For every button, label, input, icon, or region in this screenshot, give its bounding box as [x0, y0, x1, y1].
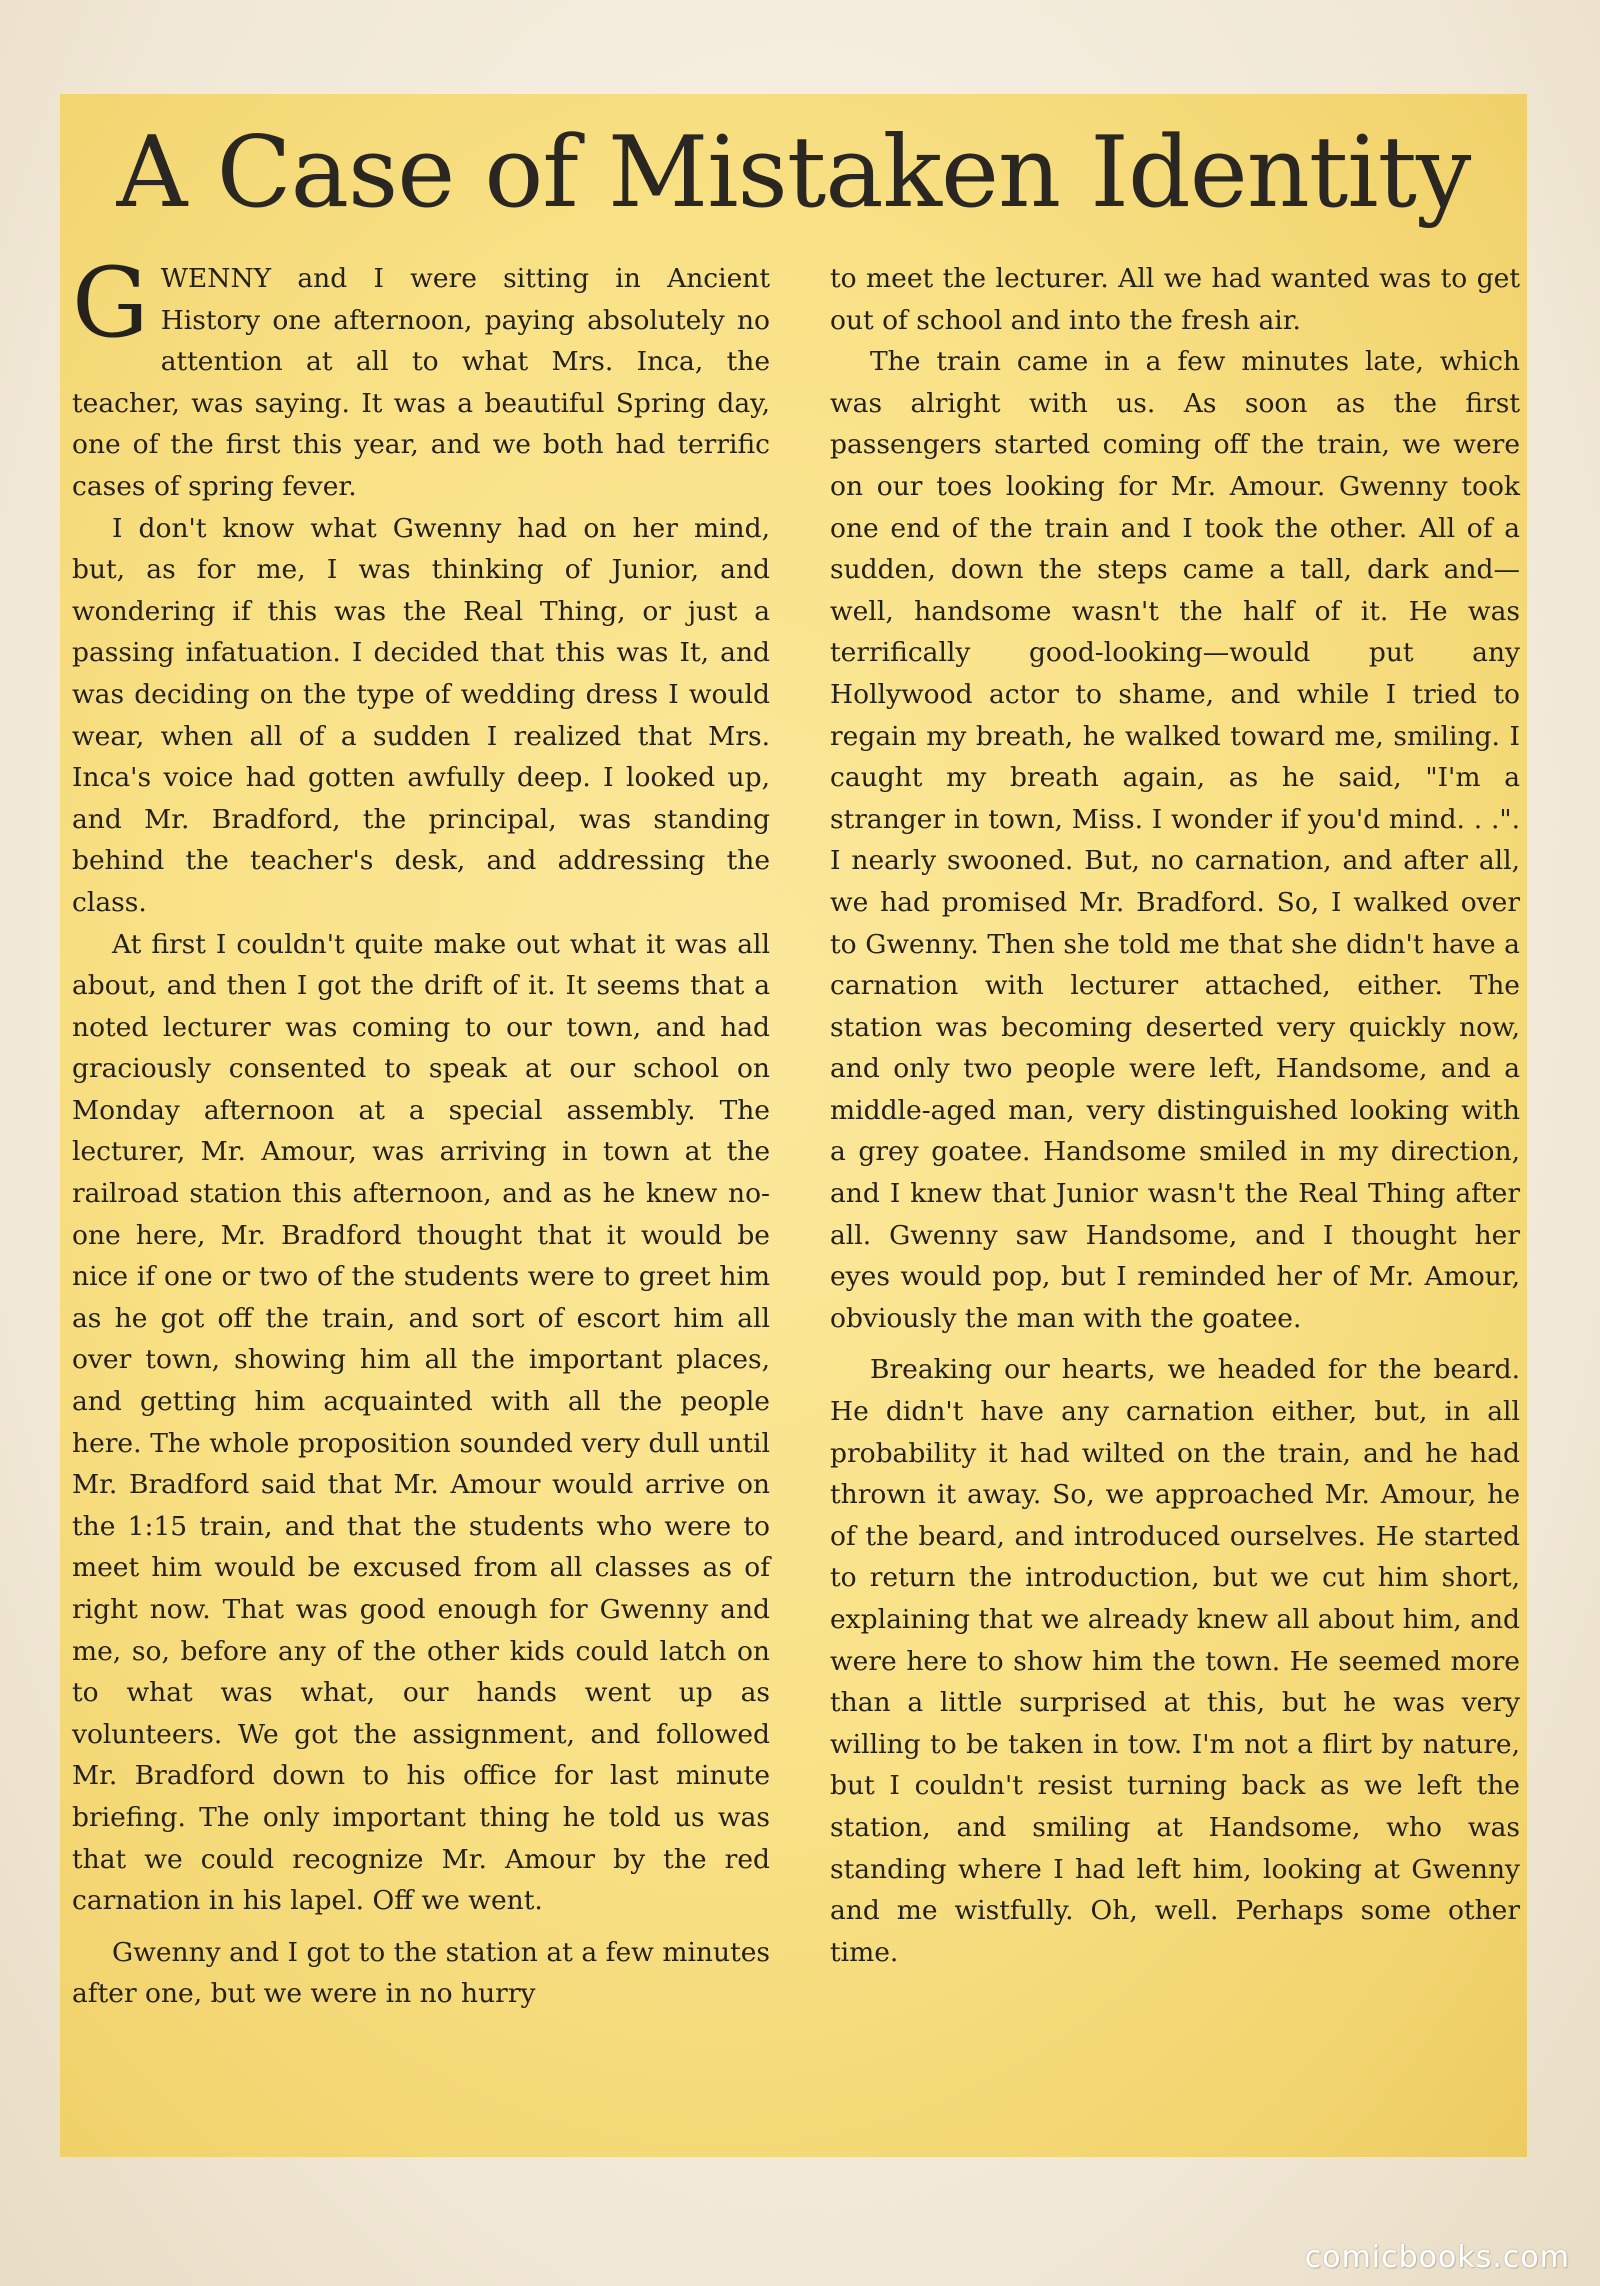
paragraph-6: The train came in a few minutes late, which was alright with us. As soon as the first passengers started coming off the train, we were on our toes looking for Mr. Amour. Gwenny took one end of the train and I took the other. All of a sudden, down the steps came a tall, dark and—well, handsome wasn't the half of it. He was terrifically good-looking—would put any Hollywood actor to shame, and while I tried to regain my breath, he walked toward me, smiling. I caught my breath again, as he said, "I'm a stranger in town, Miss. I wonder if you'd mind. . .". I nearly swooned. But, no carnation, and after all, we had promised Mr. Bradford. So, I walked over to Gwenny. Then she told me that she didn't have a carnation with lecturer attached, either. The station was becoming deserted very quickly now, and only two people were left, Handsome, and a middle-aged man, very distinguished looking with a grey goatee. Handsome smiled in my direction, and I knew that Junior wasn't the Real Thing after all. Gwenny saw Handsome, and I thought her eyes would pop, but I reminded her of Mr. Amour, obviously the man with the goatee.	[830, 346, 1520, 1334]
paragraph-4: Gwenny and I got to the station at a few minutes after one, but we were in no hurry	[72, 1936, 770, 2010]
paragraph-7: Breaking our hearts, we headed for the beard. He didn't have any carnation either, but, in all probability it had wilted on the train, and he had thrown it away. So, we approached Mr. Amour, he of the beard, and introduced ourselves. He started to return the introduction, but we cut him short, explaining that we already knew all about him, and were here to show him the town. He seemed more than a little surprised at this, but he was very willing to be taken in tow. I'm not a flirt by nature, but I couldn't resist turning back as we left the station, and smiling at Handsome, who was standing where I had left him, looking at Gwenny and me wistfully. Oh, well. Perhaps some other time.	[830, 1354, 1520, 1968]
paragraph-1-text: WENNY and I were sitting in Ancient History one afternoon, paying absolutely no attention at all to what Mrs. Inca, the teacher, was saying. It was a beautiful Spring day, one of the first this year, and we both had terrific cases of spring fever.	[72, 263, 770, 502]
paragraph-2: I don't know what Gwenny had on her mind, but, as for me, I was thinking of Junior, and wondering if this was the Real Thing, or just a passing infatuation. I decided that this was It, and was deciding on the type of wedding dress I would wear, when all of a sudden I realized that Mrs. Inca's voice had gotten awfully deep. I looked up, and Mr. Bradford, the principal, was standing behind the teacher's desk, and addressing the class.	[72, 512, 770, 918]
paragraph-1	[72, 247, 770, 508]
drop-cap: G	[72, 247, 149, 359]
story-title: A Case of Mistaken Identity	[116, 116, 1471, 230]
story-panel	[60, 94, 1527, 2157]
paragraph-5-continued: to meet the lecturer. All we had wanted was to get out of school and into the fresh air.	[830, 263, 1520, 336]
paragraph-3: At first I couldn't quite make out what it was all about, and then I got the drift of it. It seems that a noted lecturer was coming to our town, and had graciously consented to speak at our school on Monday afternoon at a special assembly. The lecturer, Mr. Amour, was arriving in town at the railroad station this afternoon, and as he knew no-one here, Mr. Bradford thought that it would be nice if one or two of the students were to greet him as he got off the train, and sort of escort him all over town, showing him all the important places, and getting him acquainted with all the people here. The whole proposition sounded very dull until Mr. Bradford said that Mr. Amour would arrive on the 1:15 train, and that the students who were to meet him would be excused from all classes as of right now. That was good enough for Gwenny and me, so, before any of the other kids could latch on to what was what, our hands went up as volunteers. We got the assignment, and followed Mr. Bradford down to his office for last minute briefing. The only important thing he told us was that we could recognize Mr. Amour by the red carnation in his lapel. Off we went.	[72, 928, 770, 1917]
watermark-text: comicbooks.com	[1304, 2240, 1570, 2275]
right-column	[830, 258, 1520, 1973]
left-column	[72, 247, 770, 2015]
